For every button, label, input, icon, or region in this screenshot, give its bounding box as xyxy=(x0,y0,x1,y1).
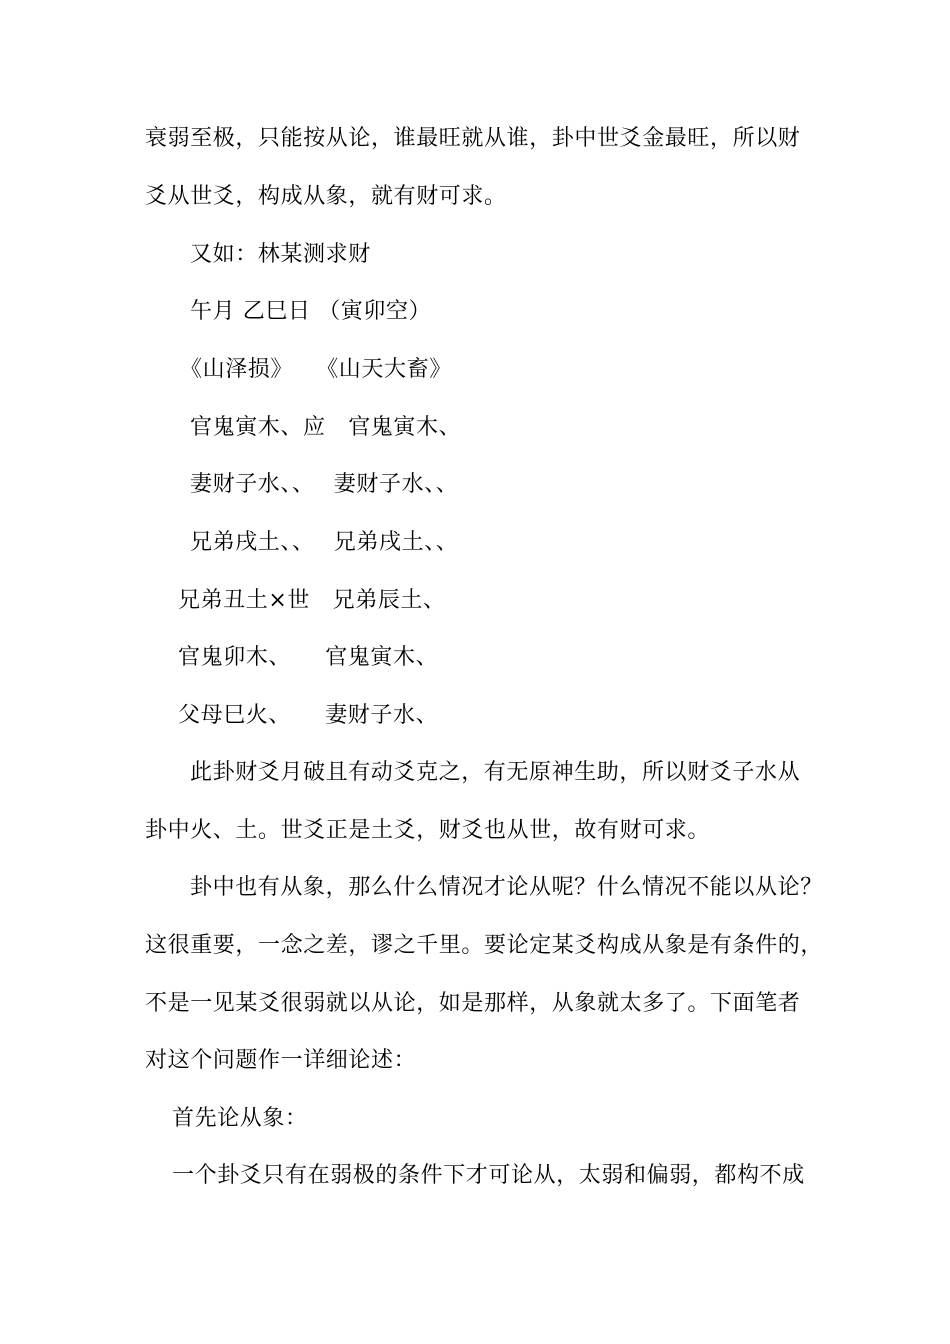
text-line-13: 卦中火、土。世爻正是土爻，财爻也从世，故有财可求。 xyxy=(145,818,711,843)
text-line-19: 一个卦爻只有在弱极的条件下才可论从，太弱和偏弱，都构不成 xyxy=(172,1163,805,1188)
text-line-17: 对这个问题作一详细论述： xyxy=(145,1048,417,1073)
text-line-3: 又如：林某测求财 xyxy=(190,242,371,267)
text-line-4: 午月 乙巳日 （寅卯空） xyxy=(190,299,432,324)
hexagram-row-4: 兄弟丑土×世 兄弟辰土、 xyxy=(178,588,446,613)
text-line-1: 衰弱至极，只能按从论，谁最旺就从谁，卦中世爻金最旺，所以财 xyxy=(145,126,801,151)
text-line-15: 这很重要，一念之差，谬之千里。要论定某爻构成从象是有条件的， xyxy=(145,933,824,958)
text-line-2: 爻从世爻，构成从象，就有财可求。 xyxy=(145,184,507,209)
text-line-14: 卦中也有从象，那么什么情况才论从呢？什么情况不能以从论？ xyxy=(190,875,823,900)
hexagram-row-2: 妻财子水、、 妻财子水、、 xyxy=(190,472,459,497)
text-line-12: 此卦财爻月破且有动爻克之，有无原神生助，所以财爻子水从 xyxy=(190,760,801,785)
text-line-16: 不是一见某爻很弱就以从论，如是那样，从象就太多了。下面笔者 xyxy=(145,991,801,1016)
hexagram-row-3: 兄弟戌土、、 兄弟戌土、、 xyxy=(190,530,459,555)
hexagram-row-5: 官鬼卯木、 官鬼寅木、 xyxy=(178,645,439,670)
hexagram-row-6: 父母巳火、 妻财子水、 xyxy=(178,703,439,728)
text-line-18: 首先论从象： xyxy=(172,1106,308,1131)
hexagram-row-1: 官鬼寅木、应 官鬼寅木、 xyxy=(190,415,462,440)
hexagram-names: 《山泽损》 《山天大畜》 xyxy=(180,357,452,382)
